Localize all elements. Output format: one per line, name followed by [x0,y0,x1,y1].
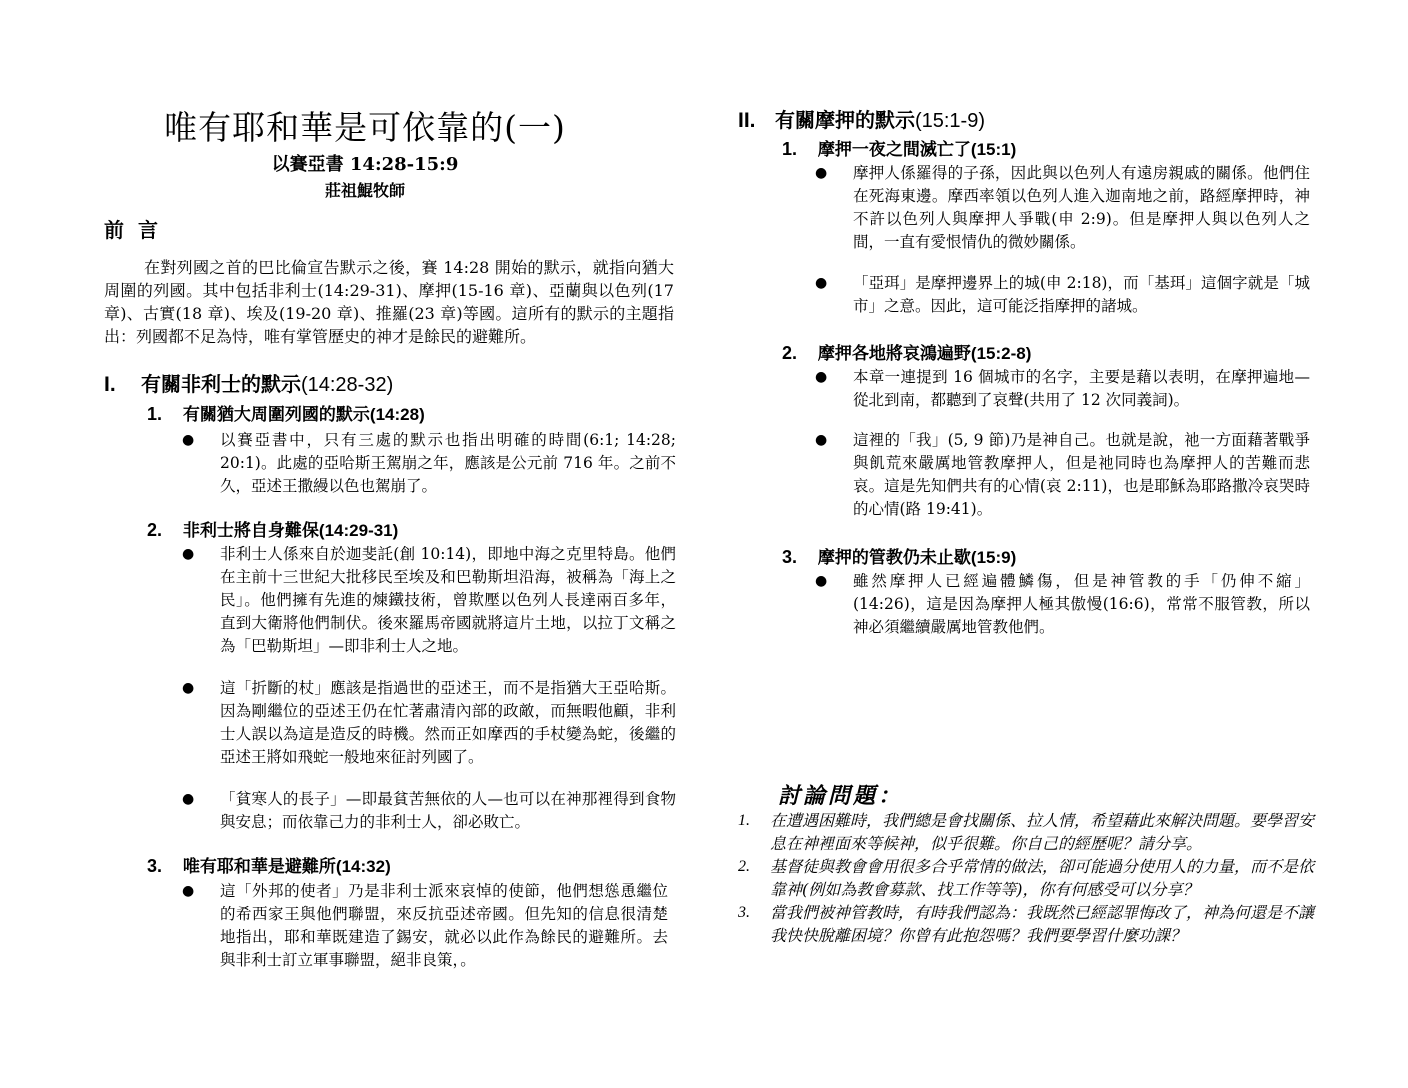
subsection-title: 摩押的管教仍未止歇 [817,548,971,568]
subsection-title: 唯有耶和華是避難所 [182,857,336,877]
subsection-title: 摩押各地將哀鴻遍野 [817,344,971,364]
bullet-text: 本章一連提到 16 個城市的名字，主要是藉以表明，在摩押遍地—從北到南，都聽到了哀聲(共用了 12 次同義詞)。 [853,368,1310,409]
bullet-text: 「亞珥」是摩押邊界上的城(申 2:18)，而「基珥」這個字就是「城市」之意。因此，這可能泛指摩押的諸城。 [853,274,1310,315]
discussion-heading: 討論問題： [778,783,904,809]
question-text: 當我們被神管教時，有時我們認為：我既然已經認罪悔改了，神為何還是不讓我快快脫離困境？你曾有此抱怨嗎？我們要學習什麼功課？ [770,903,1315,945]
subsection-2-3-heading [782,543,1016,568]
section-2-number: II. [738,109,756,132]
question-number: 3. [738,904,750,921]
subsection-ref: (14:29-31) [318,521,399,540]
scripture-reference: 以賽亞書 14:28-15:9 [271,154,459,175]
section-1-title: 有關非利士的默示 [140,372,301,396]
section-2-heading [738,104,985,133]
subsection-number: 2. [782,343,798,363]
question-text: 基督徒與教會會用很多合乎常情的做法，卻可能過分使用人的力量，而不是依靠神(例如為教會募款、找工作等等)，你有何感受可以分享？ [770,857,1315,899]
subsection-1-3-heading [147,852,391,877]
bullet-icon: ● [182,791,195,807]
bullet-icon: ● [815,432,828,448]
subsection-ref: (15:1) [970,140,1017,159]
bullet-icon: ● [182,680,195,696]
bullet-text: 以賽亞書中，只有三處的默示也指出明確的時間(6:1; 14:28; 20:1)。此處的亞哈斯王駕崩之年，應該是公元前 716 年。之前不久，亞述王撒縵以色也駕崩了。 [220,431,676,495]
bullet-icon: ● [815,369,828,385]
bullet-text: 這「折斷的杖」應該是指過世的亞述王，而不是指猶大王亞哈斯。因為剛繼位的亞述王仍在忙著肅清內部的政敵，而無暇他顧，非利士人誤以為這是造反的時機。然而正如摩西的手杖變為蛇，後繼的亞述王將如飛蛇一般地來征討列國了。 [220,679,676,766]
subsection-title: 非利士將自身難保 [182,521,319,541]
page-title: 唯有耶和華是可依靠的(一) [164,108,566,147]
question-number: 1. [738,812,750,829]
bullet-icon: ● [815,165,828,181]
bullet-text: 「貧寒人的長子」—即最貧苦無依的人—也可以在神那裡得到食物與安息；而依靠己力的非利士人，卻必敗亡。 [220,790,676,831]
subsection-number: 1. [147,404,163,424]
subsection-ref: (15:2-8) [970,344,1032,363]
subsection-2-2-heading [782,339,1031,364]
section-1-ref: (14:28-32) [300,374,394,396]
subsection-ref: (14:28) [369,405,425,424]
subsection-title: 摩押一夜之間滅亡了 [817,140,971,160]
bullet-icon: ● [815,275,828,291]
subsection-ref: (14:32) [335,857,391,876]
section-1-heading [104,368,393,397]
subsection-number: 3. [782,547,798,567]
subsection-ref: (15:9) [970,548,1017,567]
section-1-number: I. [104,373,116,396]
bullet-text: 摩押人係羅得的子孫，因此與以色列人有遠房親戚的關係。他們住在死海東邊。摩西率領以色列人進入迦南地之前，路經摩押時，神不許以色列人與摩押人爭戰(申 2:9)。但是摩押人與以色列人之間，一直有愛恨情仇的微妙關係。 [853,164,1310,251]
section-2-title: 有關摩押的默示 [774,108,915,132]
bullet-icon: ● [182,546,195,562]
question-number: 2. [738,858,750,875]
subsection-1-2-heading [147,516,398,541]
bullet-icon: ● [182,432,195,448]
subsection-title: 有關猶大周圍列國的默示 [182,405,370,425]
bullet-icon: ● [815,573,828,589]
section-2-ref: (15:1-9) [914,110,985,132]
subsection-2-1-heading [782,135,1016,160]
subsection-1-1-heading [147,400,425,425]
bullet-icon: ● [182,883,195,899]
bullet-text: 這「外邦的使者」乃是非利士派來哀悼的使節，他們想慫恿繼位的希西家王與他們聯盟，來反抗亞述帝國。但先知的信息很清楚地指出，耶和華既建造了錫安，就必以此作為餘民的避難所。去與非利士訂立軍事聯盟，絕非良策，。 [220,882,668,969]
subsection-number: 2. [147,520,163,540]
preface-text: 在對列國之首的巴比倫宣告默示之後，賽 14:28 開始的默示，就指向猶大周圍的列國。其中包括非利士(14:29-31)、摩押(15-16 章)、亞蘭與以色列(17 章)、古實(18 章)、埃及(19-20 章)、推羅(23 章)等國。這所有的默示的主題指出：列國都不足為恃，唯有掌管歷史的神才是餘民的避難所。 [104,258,674,346]
bullet-text: 這裡的「我」(5, 9 節)乃是神自己。也就是說，祂一方面藉著戰爭與飢荒來嚴厲地管教摩押人，但是祂同時也為摩押人的苦難而悲哀。這是先知們共有的心情(哀 2:11)，也是耶穌為耶路撒冷哀哭時的心情(路 19:41)。 [853,431,1310,518]
subsection-number: 1. [782,139,798,159]
bullet-text: 非利士人係來自於迦斐託(創 10:14)，即地中海之克里特島。他們在主前十三世紀大批移民至埃及和巴勒斯坦沿海，被稱為「海上之民」。他們擁有先進的煉鐵技術，曾欺壓以色列人長達兩百多年，直到大衛將他們制伏。後來羅馬帝國就將這片土地，以拉丁文稱之為「巴勒斯坦」—即非利士人之地。 [220,545,676,655]
bullet-text: 雖然摩押人已經遍體鱗傷，但是神管教的手「仍伸不縮」(14:26)，這是因為摩押人極其傲慢(16:6)，常常不服管教，所以神必須繼續嚴厲地管教他們。 [853,572,1310,636]
preface-heading: 前言 [104,218,172,242]
author: 莊祖鯤牧師 [324,181,405,200]
subsection-number: 3. [147,856,163,876]
question-text: 在遭遇困難時，我們總是會找關係、拉人情，希望藉此來解決問題。要學習安息在神裡面來等候神，似乎很難。你自己的經歷呢？請分享。 [770,811,1315,853]
